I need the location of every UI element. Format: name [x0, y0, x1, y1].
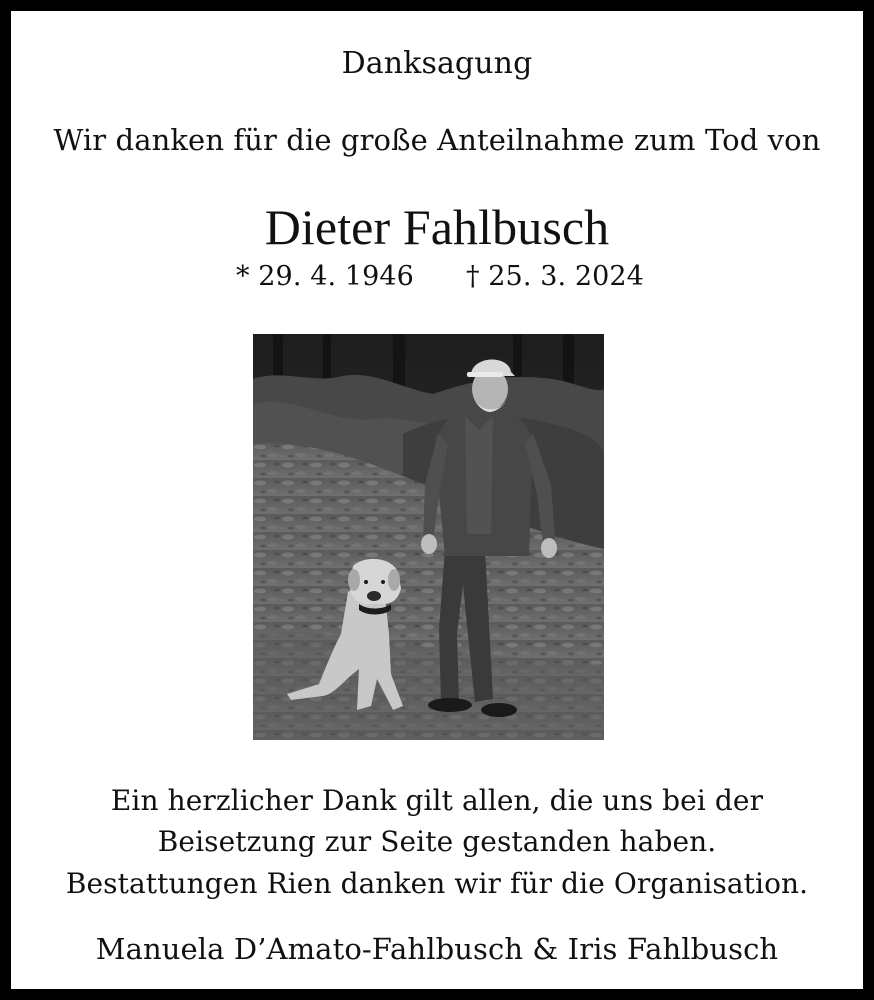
thanks-line-2: Beisetzung zur Seite gestanden haben.: [157, 825, 717, 858]
thanks-line-1: Ein herzlicher Dank gilt allen, die uns bei der: [110, 784, 764, 817]
notice-intro: Wir danken für die große Anteilnahme zum Tod von: [53, 123, 821, 157]
signature-names: Manuela D’Amato-Fahlbusch & Iris Fahlbusch: [95, 932, 779, 966]
birth-date: * 29. 4. 1946: [236, 261, 414, 292]
life-dates: [0, 257, 874, 297]
death-date: † 25. 3. 2024: [466, 261, 644, 292]
notice-heading: Danksagung: [341, 46, 533, 81]
thanks-line-3: Bestattungen Rien danken wir für die Organisation.: [65, 867, 809, 900]
deceased-name: Dieter Fahlbusch: [264, 199, 610, 255]
portrait-photo: [253, 334, 604, 740]
